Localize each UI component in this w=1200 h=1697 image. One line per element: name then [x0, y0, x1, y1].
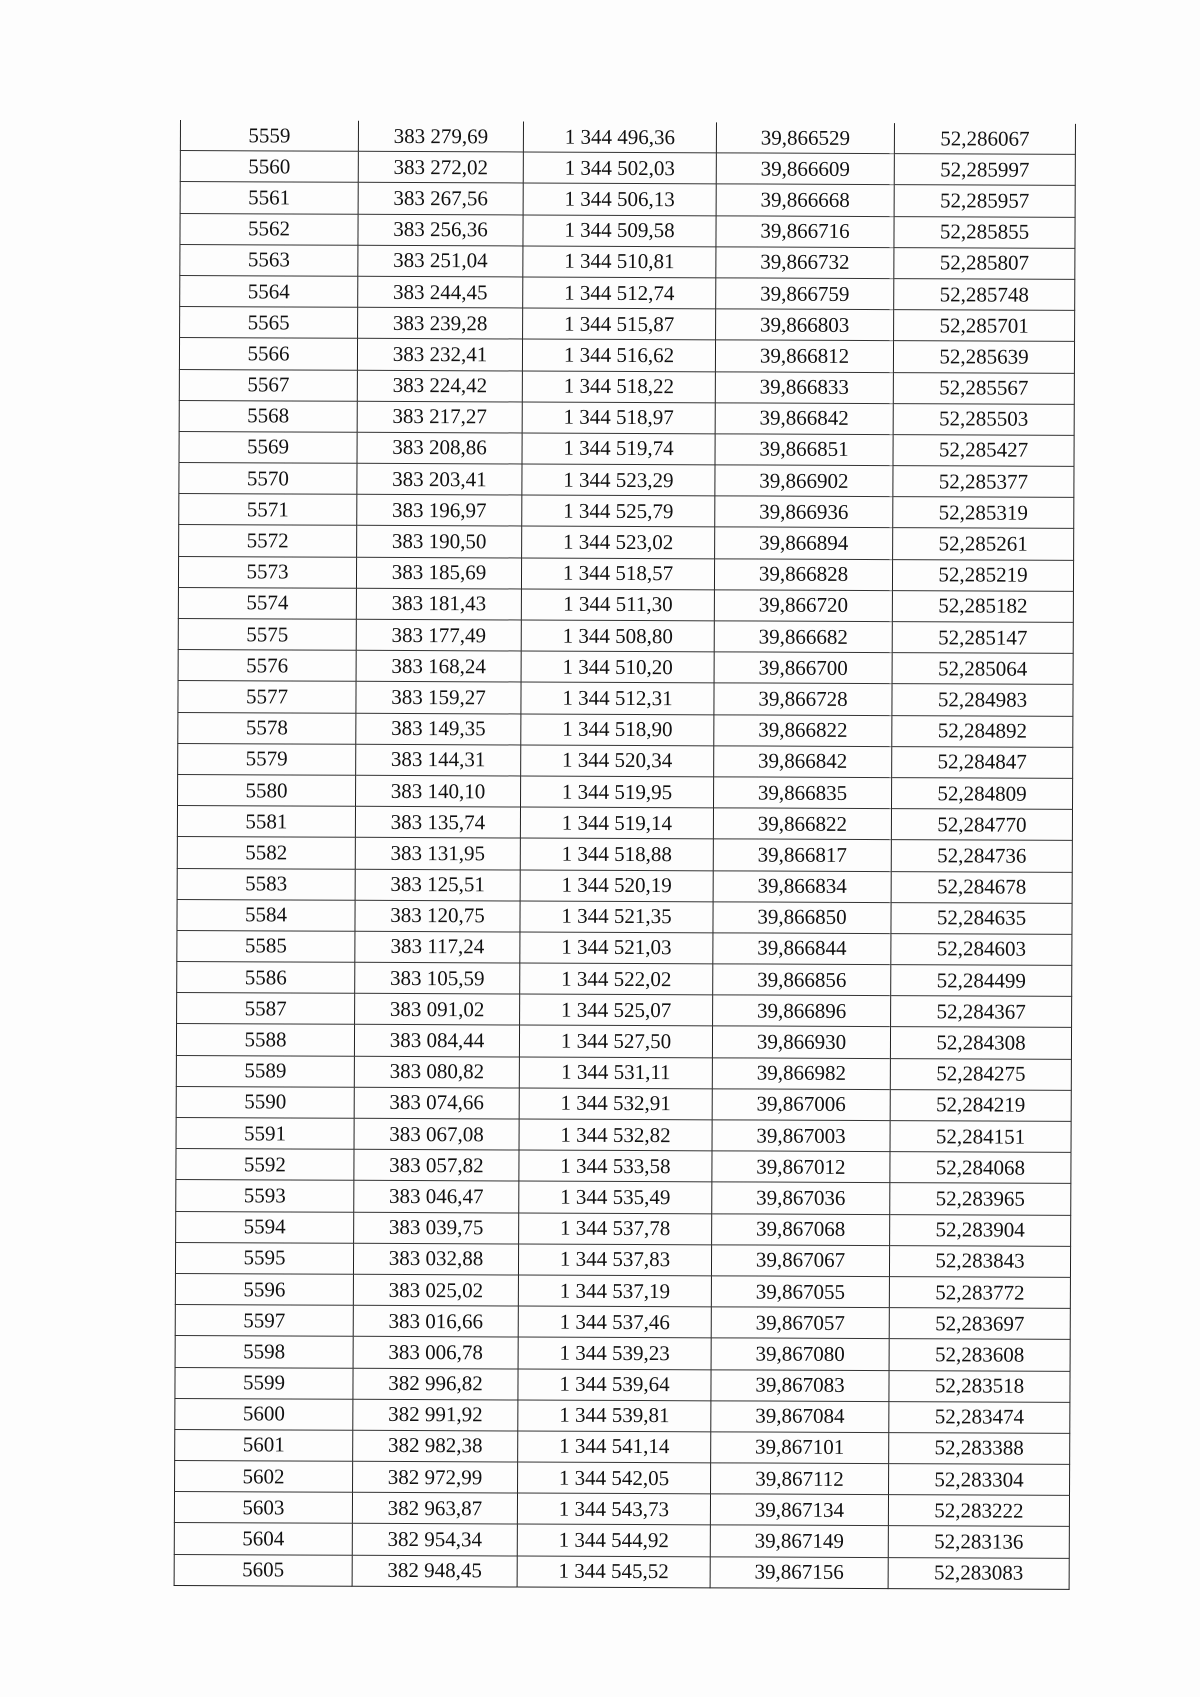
y-coordinate-cell: 1 344 545,52: [517, 1556, 710, 1588]
x-coordinate-cell: 383 244,45: [358, 276, 523, 308]
table-row: [179, 494, 1074, 529]
y-coordinate-cell: 1 344 518,22: [522, 370, 715, 402]
longitude-cell: 39,867003: [712, 1120, 890, 1152]
longitude-cell: 39,867101: [711, 1432, 889, 1464]
y-coordinate-cell: 1 344 520,19: [520, 869, 713, 901]
y-coordinate-cell: 1 344 539,64: [518, 1368, 711, 1400]
point-number-cell: 5575: [178, 618, 356, 650]
y-coordinate-cell: 1 344 544,92: [517, 1524, 710, 1556]
table-row: [177, 806, 1072, 841]
table-row: [180, 182, 1075, 217]
latitude-cell: 52,283965: [890, 1183, 1071, 1215]
x-coordinate-cell: 382 948,45: [352, 1555, 517, 1587]
y-coordinate-cell: 1 344 535,49: [519, 1181, 712, 1213]
longitude-cell: 39,866803: [716, 309, 894, 341]
x-coordinate-cell: 383 279,69: [358, 121, 523, 152]
point-number-cell: 5603: [174, 1492, 352, 1524]
table-row: [176, 1055, 1071, 1090]
point-number-cell: 5596: [175, 1273, 353, 1305]
table-row: [176, 1117, 1071, 1152]
table-row: [175, 1242, 1070, 1277]
table-row: [175, 1429, 1070, 1464]
longitude-cell: 39,866902: [715, 465, 893, 497]
y-coordinate-cell: 1 344 521,03: [520, 932, 713, 964]
y-coordinate-cell: 1 344 539,81: [518, 1400, 711, 1432]
y-coordinate-cell: 1 344 510,81: [523, 246, 716, 278]
y-coordinate-cell: 1 344 523,29: [522, 464, 715, 496]
table-row: [176, 1149, 1071, 1184]
longitude-cell: 39,867134: [710, 1494, 888, 1526]
latitude-cell: 52,283518: [889, 1370, 1070, 1402]
table-row: [177, 837, 1072, 872]
table-row: [175, 1305, 1070, 1340]
y-coordinate-cell: 1 344 537,78: [519, 1213, 712, 1245]
x-coordinate-cell: 383 185,69: [356, 557, 521, 589]
point-number-cell: 5595: [175, 1242, 353, 1274]
latitude-cell: 52,284499: [891, 965, 1072, 997]
y-coordinate-cell: 1 344 522,02: [520, 963, 713, 995]
point-number-cell: 5566: [179, 338, 357, 370]
table-row: [180, 244, 1075, 279]
point-number-cell: 5578: [178, 712, 356, 744]
x-coordinate-cell: 383 016,66: [353, 1305, 518, 1337]
point-number-cell: 5600: [175, 1398, 353, 1430]
longitude-cell: 39,867149: [710, 1525, 888, 1557]
x-coordinate-cell: 383 046,47: [354, 1181, 519, 1213]
point-number-cell: 5567: [179, 369, 357, 401]
table-row: [179, 369, 1074, 404]
point-number-cell: 5569: [179, 431, 357, 463]
longitude-cell: 39,867006: [712, 1089, 890, 1121]
point-number-cell: 5560: [180, 151, 358, 183]
x-coordinate-cell: 383 217,27: [357, 401, 522, 433]
latitude-cell: 52,285147: [892, 622, 1073, 654]
longitude-cell: 39,867036: [712, 1182, 890, 1214]
point-number-cell: 5573: [178, 556, 356, 588]
x-coordinate-cell: 383 203,41: [357, 463, 522, 495]
x-coordinate-cell: 383 125,51: [355, 869, 520, 901]
longitude-cell: 39,867067: [711, 1245, 889, 1277]
point-number-cell: 5561: [180, 182, 358, 214]
table-row: [176, 1086, 1071, 1121]
latitude-cell: 52,284809: [892, 778, 1073, 810]
y-coordinate-cell: 1 344 537,83: [518, 1244, 711, 1276]
latitude-cell: 52,285957: [894, 185, 1075, 217]
latitude-cell: 52,284068: [890, 1152, 1071, 1184]
latitude-cell: 52,285219: [892, 559, 1073, 591]
table-row: [175, 1367, 1070, 1402]
x-coordinate-cell: 383 267,56: [358, 183, 523, 215]
longitude-cell: 39,866936: [715, 496, 893, 528]
point-number-cell: 5581: [177, 806, 355, 838]
y-coordinate-cell: 1 344 511,30: [521, 589, 714, 621]
longitude-cell: 39,867012: [712, 1151, 890, 1183]
latitude-cell: 52,285701: [894, 310, 1075, 342]
y-coordinate-cell: 1 344 532,91: [519, 1088, 712, 1120]
point-number-cell: 5591: [176, 1117, 354, 1149]
y-coordinate-cell: 1 344 496,36: [523, 121, 716, 153]
coordinates-table: [174, 120, 1076, 1590]
point-number-cell: 5594: [176, 1211, 354, 1243]
x-coordinate-cell: 383 251,04: [358, 245, 523, 277]
longitude-cell: 39,866732: [716, 247, 894, 279]
point-number-cell: 5571: [179, 494, 357, 526]
point-number-cell: 5562: [180, 213, 358, 245]
longitude-cell: 39,866529: [716, 122, 894, 153]
table-row: [180, 307, 1075, 342]
y-coordinate-cell: 1 344 519,95: [521, 776, 714, 808]
point-number-cell: 5585: [177, 930, 355, 962]
x-coordinate-cell: 383 091,02: [355, 994, 520, 1026]
latitude-cell: 52,283904: [890, 1214, 1071, 1246]
table-row: [180, 213, 1075, 248]
y-coordinate-cell: 1 344 525,07: [520, 994, 713, 1026]
table-row: [179, 400, 1074, 435]
latitude-cell: 52,285855: [894, 216, 1075, 248]
x-coordinate-cell: 383 057,82: [354, 1149, 519, 1181]
x-coordinate-cell: 383 208,86: [357, 432, 522, 464]
table-row: [174, 1492, 1069, 1527]
longitude-cell: 39,866842: [714, 746, 892, 778]
latitude-cell: 52,285261: [893, 528, 1074, 560]
point-number-cell: 5598: [175, 1336, 353, 1368]
longitude-cell: 39,866812: [715, 340, 893, 372]
longitude-cell: 39,866828: [714, 558, 892, 590]
y-coordinate-cell: 1 344 512,31: [521, 682, 714, 714]
table-row: [175, 1398, 1070, 1433]
table-row: [178, 712, 1073, 747]
y-coordinate-cell: 1 344 542,05: [518, 1462, 711, 1494]
x-coordinate-cell: 383 190,50: [357, 526, 522, 558]
y-coordinate-cell: 1 344 506,13: [523, 183, 716, 215]
point-number-cell: 5602: [175, 1461, 353, 1493]
longitude-cell: 39,867156: [710, 1556, 888, 1588]
table-row: [177, 868, 1072, 903]
point-number-cell: 5583: [177, 868, 355, 900]
longitude-cell: 39,866720: [714, 590, 892, 622]
latitude-cell: 52,283474: [889, 1401, 1070, 1433]
y-coordinate-cell: 1 344 518,97: [522, 402, 715, 434]
longitude-cell: 39,867055: [711, 1276, 889, 1308]
longitude-cell: 39,866896: [713, 995, 891, 1027]
y-coordinate-cell: 1 344 525,79: [522, 495, 715, 527]
coordinates-table-body: [174, 120, 1075, 1589]
table-row: [178, 774, 1073, 809]
y-coordinate-cell: 1 344 508,80: [521, 620, 714, 652]
latitude-cell: 52,285064: [892, 653, 1073, 685]
y-coordinate-cell: 1 344 502,03: [523, 152, 716, 184]
latitude-cell: 52,283772: [889, 1277, 1070, 1309]
table-row: [178, 587, 1073, 622]
point-number-cell: 5604: [174, 1523, 352, 1555]
point-number-cell: 5586: [177, 962, 355, 994]
point-number-cell: 5576: [178, 650, 356, 682]
longitude-cell: 39,866844: [713, 933, 891, 965]
y-coordinate-cell: 1 344 510,20: [521, 651, 714, 683]
longitude-cell: 39,866682: [714, 621, 892, 653]
longitude-cell: 39,867068: [712, 1213, 890, 1245]
latitude-cell: 52,285639: [893, 341, 1074, 373]
longitude-cell: 39,866851: [715, 434, 893, 466]
x-coordinate-cell: 382 996,82: [353, 1368, 518, 1400]
y-coordinate-cell: 1 344 521,35: [520, 901, 713, 933]
table-row: [180, 151, 1075, 186]
table-row: [178, 743, 1073, 778]
latitude-cell: 52,283608: [889, 1339, 1070, 1371]
latitude-cell: 52,284983: [892, 684, 1073, 716]
table-row: [176, 1024, 1071, 1059]
x-coordinate-cell: 383 177,49: [356, 619, 521, 651]
longitude-cell: 39,866822: [714, 714, 892, 746]
longitude-cell: 39,867080: [711, 1338, 889, 1370]
y-coordinate-cell: 1 344 512,74: [523, 277, 716, 309]
point-number-cell: 5599: [175, 1367, 353, 1399]
longitude-cell: 39,866609: [716, 153, 894, 185]
point-number-cell: 5580: [178, 774, 356, 806]
y-coordinate-cell: 1 344 537,46: [518, 1306, 711, 1338]
latitude-cell: 52,285997: [894, 154, 1075, 186]
longitude-cell: 39,867057: [711, 1307, 889, 1339]
latitude-cell: 52,284770: [891, 809, 1072, 841]
table-row: [178, 556, 1073, 591]
longitude-cell: 39,866834: [713, 870, 891, 902]
x-coordinate-cell: 383 149,35: [356, 713, 521, 745]
y-coordinate-cell: 1 344 520,34: [521, 745, 714, 777]
table-row: [178, 681, 1073, 716]
latitude-cell: 52,285182: [892, 590, 1073, 622]
x-coordinate-cell: 382 991,92: [353, 1399, 518, 1431]
point-number-cell: 5605: [174, 1554, 352, 1586]
point-number-cell: 5574: [178, 587, 356, 619]
longitude-cell: 39,866822: [713, 808, 891, 840]
table-row: [178, 650, 1073, 685]
x-coordinate-cell: 383 140,10: [356, 775, 521, 807]
point-number-cell: 5593: [176, 1180, 354, 1212]
longitude-cell: 39,866856: [713, 964, 891, 996]
latitude-cell: 52,284678: [891, 871, 1072, 903]
x-coordinate-cell: 383 168,24: [356, 650, 521, 682]
latitude-cell: 52,283222: [888, 1495, 1069, 1527]
y-coordinate-cell: 1 344 518,88: [520, 838, 713, 870]
point-number-cell: 5601: [175, 1429, 353, 1461]
longitude-cell: 39,866700: [714, 652, 892, 684]
longitude-cell: 39,867112: [711, 1463, 889, 1495]
latitude-cell: 52,284367: [891, 996, 1072, 1028]
point-number-cell: 5582: [177, 837, 355, 869]
table-row: [177, 993, 1072, 1028]
longitude-cell: 39,866716: [716, 215, 894, 247]
x-coordinate-cell: 383 159,27: [356, 682, 521, 714]
latitude-cell: 52,285748: [894, 279, 1075, 311]
latitude-cell: 52,284151: [890, 1121, 1071, 1153]
x-coordinate-cell: 383 025,02: [353, 1274, 518, 1306]
latitude-cell: 52,285807: [894, 247, 1075, 279]
point-number-cell: 5572: [179, 525, 357, 557]
point-number-cell: 5577: [178, 681, 356, 713]
latitude-cell: 52,283388: [889, 1432, 1070, 1464]
longitude-cell: 39,867083: [711, 1369, 889, 1401]
x-coordinate-cell: 382 963,87: [352, 1493, 517, 1525]
point-number-cell: 5584: [177, 899, 355, 931]
latitude-cell: 52,284219: [890, 1089, 1071, 1121]
table-row: [178, 618, 1073, 653]
y-coordinate-cell: 1 344 515,87: [523, 308, 716, 340]
longitude-cell: 39,866835: [714, 777, 892, 809]
x-coordinate-cell: 383 256,36: [358, 214, 523, 246]
point-number-cell: 5597: [175, 1305, 353, 1337]
latitude-cell: 52,283697: [889, 1308, 1070, 1340]
table-row: [174, 1523, 1069, 1558]
x-coordinate-cell: 383 131,95: [355, 838, 520, 870]
y-coordinate-cell: 1 344 539,23: [518, 1337, 711, 1369]
point-number-cell: 5570: [179, 463, 357, 495]
table-row: [175, 1461, 1070, 1496]
x-coordinate-cell: 383 181,43: [356, 588, 521, 620]
latitude-cell: 52,286067: [894, 123, 1075, 154]
latitude-cell: 52,283136: [888, 1526, 1069, 1558]
x-coordinate-cell: 383 080,82: [354, 1056, 519, 1088]
table-row: [174, 1554, 1069, 1589]
longitude-cell: 39,866894: [715, 527, 893, 559]
x-coordinate-cell: 383 084,44: [354, 1025, 519, 1057]
table-row: [179, 338, 1074, 373]
table-row: [176, 1211, 1071, 1246]
table-row: [177, 962, 1072, 997]
latitude-cell: 52,283083: [888, 1557, 1069, 1589]
latitude-cell: 52,285377: [893, 466, 1074, 498]
point-number-cell: 5592: [176, 1149, 354, 1181]
y-coordinate-cell: 1 344 527,50: [519, 1025, 712, 1057]
x-coordinate-cell: 383 135,74: [355, 806, 520, 838]
y-coordinate-cell: 1 344 518,57: [521, 558, 714, 590]
latitude-cell: 52,284892: [892, 715, 1073, 747]
point-number-cell: 5589: [176, 1055, 354, 1087]
longitude-cell: 39,866817: [713, 839, 891, 871]
point-number-cell: 5588: [176, 1024, 354, 1056]
table-row: [179, 463, 1074, 498]
x-coordinate-cell: 383 074,66: [354, 1087, 519, 1119]
table-row: [179, 431, 1074, 466]
x-coordinate-cell: 383 006,78: [353, 1337, 518, 1369]
latitude-cell: 52,285567: [893, 372, 1074, 404]
latitude-cell: 52,283304: [889, 1464, 1070, 1496]
table-row: [180, 275, 1075, 310]
x-coordinate-cell: 383 117,24: [355, 931, 520, 963]
longitude-cell: 39,866833: [715, 371, 893, 403]
x-coordinate-cell: 383 224,42: [357, 370, 522, 402]
point-number-cell: 5559: [180, 120, 358, 151]
latitude-cell: 52,285427: [893, 434, 1074, 466]
x-coordinate-cell: 383 120,75: [355, 900, 520, 932]
y-coordinate-cell: 1 344 541,14: [518, 1431, 711, 1463]
longitude-cell: 39,866850: [713, 902, 891, 934]
latitude-cell: 52,285319: [893, 497, 1074, 529]
longitude-cell: 39,866930: [712, 1026, 890, 1058]
y-coordinate-cell: 1 344 519,74: [522, 433, 715, 465]
y-coordinate-cell: 1 344 523,02: [522, 526, 715, 558]
x-coordinate-cell: 383 032,88: [353, 1243, 518, 1275]
longitude-cell: 39,866668: [716, 184, 894, 216]
x-coordinate-cell: 383 105,59: [355, 962, 520, 994]
point-number-cell: 5563: [180, 244, 358, 276]
point-number-cell: 5564: [180, 275, 358, 307]
x-coordinate-cell: 383 039,75: [354, 1212, 519, 1244]
x-coordinate-cell: 383 232,41: [357, 339, 522, 371]
table-row: [179, 525, 1074, 560]
x-coordinate-cell: 382 982,38: [353, 1430, 518, 1462]
latitude-cell: 52,284847: [892, 746, 1073, 778]
table-row: [180, 120, 1075, 155]
table-row: [177, 899, 1072, 934]
latitude-cell: 52,284635: [891, 902, 1072, 934]
longitude-cell: 39,866759: [716, 278, 894, 310]
table-row: [175, 1273, 1070, 1308]
latitude-cell: 52,284275: [890, 1058, 1071, 1090]
latitude-cell: 52,285503: [893, 403, 1074, 435]
longitude-cell: 39,866842: [715, 403, 893, 435]
x-coordinate-cell: 383 272,02: [358, 151, 523, 183]
table-row: [175, 1336, 1070, 1371]
latitude-cell: 52,284308: [890, 1027, 1071, 1059]
longitude-cell: 39,866982: [712, 1057, 890, 1089]
point-number-cell: 5579: [178, 743, 356, 775]
table-row: [177, 930, 1072, 965]
y-coordinate-cell: 1 344 532,82: [519, 1119, 712, 1151]
point-number-cell: 5587: [177, 993, 355, 1025]
longitude-cell: 39,867084: [711, 1401, 889, 1433]
y-coordinate-cell: 1 344 543,73: [517, 1493, 710, 1525]
y-coordinate-cell: 1 344 516,62: [522, 339, 715, 371]
latitude-cell: 52,283843: [889, 1245, 1070, 1277]
y-coordinate-cell: 1 344 531,11: [519, 1057, 712, 1089]
point-number-cell: 5565: [180, 307, 358, 339]
point-number-cell: 5590: [176, 1086, 354, 1118]
y-coordinate-cell: 1 344 509,58: [523, 215, 716, 247]
y-coordinate-cell: 1 344 537,19: [518, 1275, 711, 1307]
x-coordinate-cell: 382 972,99: [353, 1461, 518, 1493]
y-coordinate-cell: 1 344 519,14: [520, 807, 713, 839]
x-coordinate-cell: 382 954,34: [352, 1524, 517, 1556]
longitude-cell: 39,866728: [714, 683, 892, 715]
x-coordinate-cell: 383 067,08: [354, 1118, 519, 1150]
latitude-cell: 52,284736: [891, 840, 1072, 872]
x-coordinate-cell: 383 239,28: [358, 307, 523, 339]
point-number-cell: 5568: [179, 400, 357, 432]
x-coordinate-cell: 383 144,31: [356, 744, 521, 776]
latitude-cell: 52,284603: [891, 933, 1072, 965]
x-coordinate-cell: 383 196,97: [357, 495, 522, 527]
y-coordinate-cell: 1 344 518,90: [521, 714, 714, 746]
table-row: [176, 1180, 1071, 1215]
y-coordinate-cell: 1 344 533,58: [519, 1150, 712, 1182]
